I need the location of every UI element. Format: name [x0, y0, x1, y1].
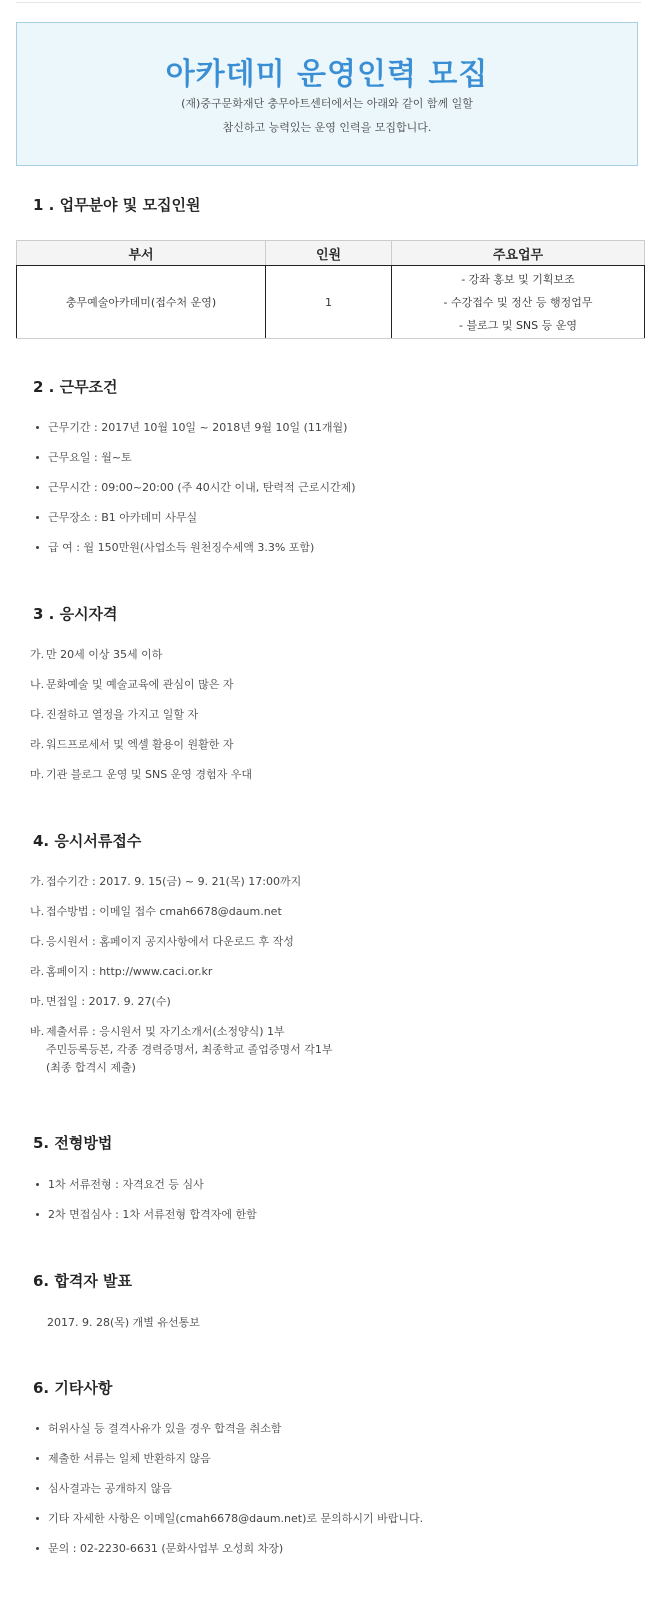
section-title-selection: 5. 전형방법 [33, 1134, 113, 1152]
qualifications-list [30, 647, 252, 797]
announcement-text: 2017. 9. 28(목) 개별 유선통보 [47, 1316, 200, 1329]
column-header-count: 인원 [266, 241, 392, 266]
cell-dept: 충무예술아카데미(접수처 운영) [17, 266, 266, 339]
list-marker: 마. [30, 995, 45, 1008]
list-item: 근무시간 : 09:00~20:00 (주 40시간 이내, 탄력적 근로시간제) [34, 480, 356, 510]
column-header-dept: 부서 [17, 241, 266, 266]
list-item: 근무기간 : 2017년 10월 10일 ~ 2018년 9월 10일 (11개월) [34, 420, 356, 450]
list-text: 진절하고 열정을 가지고 일할 자 [46, 708, 199, 721]
list-marker: 가. [30, 648, 45, 661]
banner-intro-line-2: 참신하고 능력있는 운영 인력을 모집합니다. [222, 121, 432, 134]
section-title-announcement: 6. 합격자 발표 [33, 1272, 133, 1290]
list-marker: 바. [30, 1025, 45, 1038]
page-title: 아카데미 운영인력 모집 [165, 57, 489, 92]
section-title-qualifications: 3 . 응시자격 [33, 605, 118, 623]
list-marker: 마. [30, 768, 45, 781]
list-item: 심사결과는 공개하지 않음 [34, 1481, 423, 1511]
list-item: 근무장소 : B1 아카데미 사무실 [34, 510, 356, 540]
list-text: 접수방법 : 이메일 접수 cmah6678@daum.net [46, 905, 282, 918]
column-header-duties: 주요업무 [392, 241, 645, 266]
submission-docs-line-1: 제출서류 : 응시원서 및 자기소개서(소정양식) 1부 [46, 1025, 285, 1038]
list-text: 홈페이지 : http://www.caci.or.kr [46, 965, 213, 978]
list-item [30, 874, 333, 904]
list-item [30, 904, 333, 934]
list-item: 문의 : 02-2230-6631 (문화사업부 오성희 차장) [34, 1541, 423, 1571]
cell-count: 1 [266, 266, 392, 339]
list-item: 기타 자세한 사항은 이메일(cmah6678@daum.net)로 문의하시기 바랍니다. [34, 1511, 423, 1541]
list-marker: 나. [30, 905, 45, 918]
selection-list [34, 1177, 257, 1237]
list-item: 허위사실 등 결격사유가 있을 경우 합격을 취소함 [34, 1421, 423, 1451]
list-item [30, 994, 333, 1024]
list-item [30, 677, 252, 707]
duty-item: - 블로그 및 SNS 등 운영 [458, 318, 578, 332]
cell-duties [392, 266, 645, 339]
section-title-notes: 6. 기타사항 [33, 1379, 113, 1397]
list-marker: 다. [30, 935, 45, 948]
list-item: 급 여 : 월 150만원(사업소득 원천징수세액 3.3% 포함) [34, 540, 356, 570]
submission-docs-line-3: (최종 합격시 제출) [46, 1061, 136, 1074]
list-text: 접수기간 : 2017. 9. 15(금) ~ 9. 21(목) 17:00까지 [46, 875, 302, 888]
list-marker: 나. [30, 678, 45, 691]
list-item [30, 1024, 333, 1078]
list-item: 근무요일 : 월~토 [34, 450, 356, 480]
positions-table [16, 240, 645, 339]
list-marker: 라. [30, 965, 45, 978]
section-title-positions: 1 . 업무분야 및 모집인원 [33, 196, 201, 214]
list-text [46, 1024, 333, 1078]
list-item [30, 964, 333, 994]
list-item [30, 647, 252, 677]
list-text: 응시원서 : 홈페이지 공지사항에서 다운로드 후 작성 [46, 935, 294, 948]
list-text: 면접일 : 2017. 9. 27(수) [46, 995, 171, 1008]
top-divider [16, 2, 641, 3]
documents-list [30, 874, 333, 1078]
section-title-documents: 4. 응시서류접수 [33, 832, 142, 850]
section-title-conditions: 2 . 근무조건 [33, 378, 118, 396]
list-item [30, 737, 252, 767]
list-marker: 라. [30, 738, 45, 751]
list-item [30, 934, 333, 964]
list-text: 워드프로세서 및 엑셀 활용이 원활한 자 [46, 738, 234, 751]
list-item: 1차 서류전형 : 자격요건 등 심사 [34, 1177, 257, 1207]
list-text: 만 20세 이상 35세 이하 [46, 648, 163, 661]
list-item [30, 707, 252, 737]
banner-intro-line-1: (재)중구문화재단 충무아트센터에서는 아래와 같이 함께 일할 [181, 97, 473, 110]
duty-item: - 강좌 홍보 및 기획보조 [461, 272, 575, 286]
list-text: 기관 블로그 운영 및 SNS 운영 경험자 우대 [46, 768, 253, 781]
conditions-list [34, 420, 356, 570]
duty-item: - 수강접수 및 정산 등 행정업무 [443, 295, 593, 309]
list-marker: 다. [30, 708, 45, 721]
list-marker: 가. [30, 875, 45, 888]
table-header-row [17, 241, 645, 266]
table-row [17, 266, 645, 339]
recruitment-banner [16, 22, 638, 166]
list-item [30, 767, 252, 797]
notes-list [34, 1421, 423, 1571]
list-item: 2차 면접심사 : 1차 서류전형 합격자에 한함 [34, 1207, 257, 1237]
submission-docs-line-2: 주민등록등본, 각종 경력증명서, 최종학교 졸업증명서 각1부 [46, 1043, 333, 1056]
list-item: 제출한 서류는 일체 반환하지 않음 [34, 1451, 423, 1481]
list-text: 문화예술 및 예술교육에 관심이 많은 자 [46, 678, 234, 691]
